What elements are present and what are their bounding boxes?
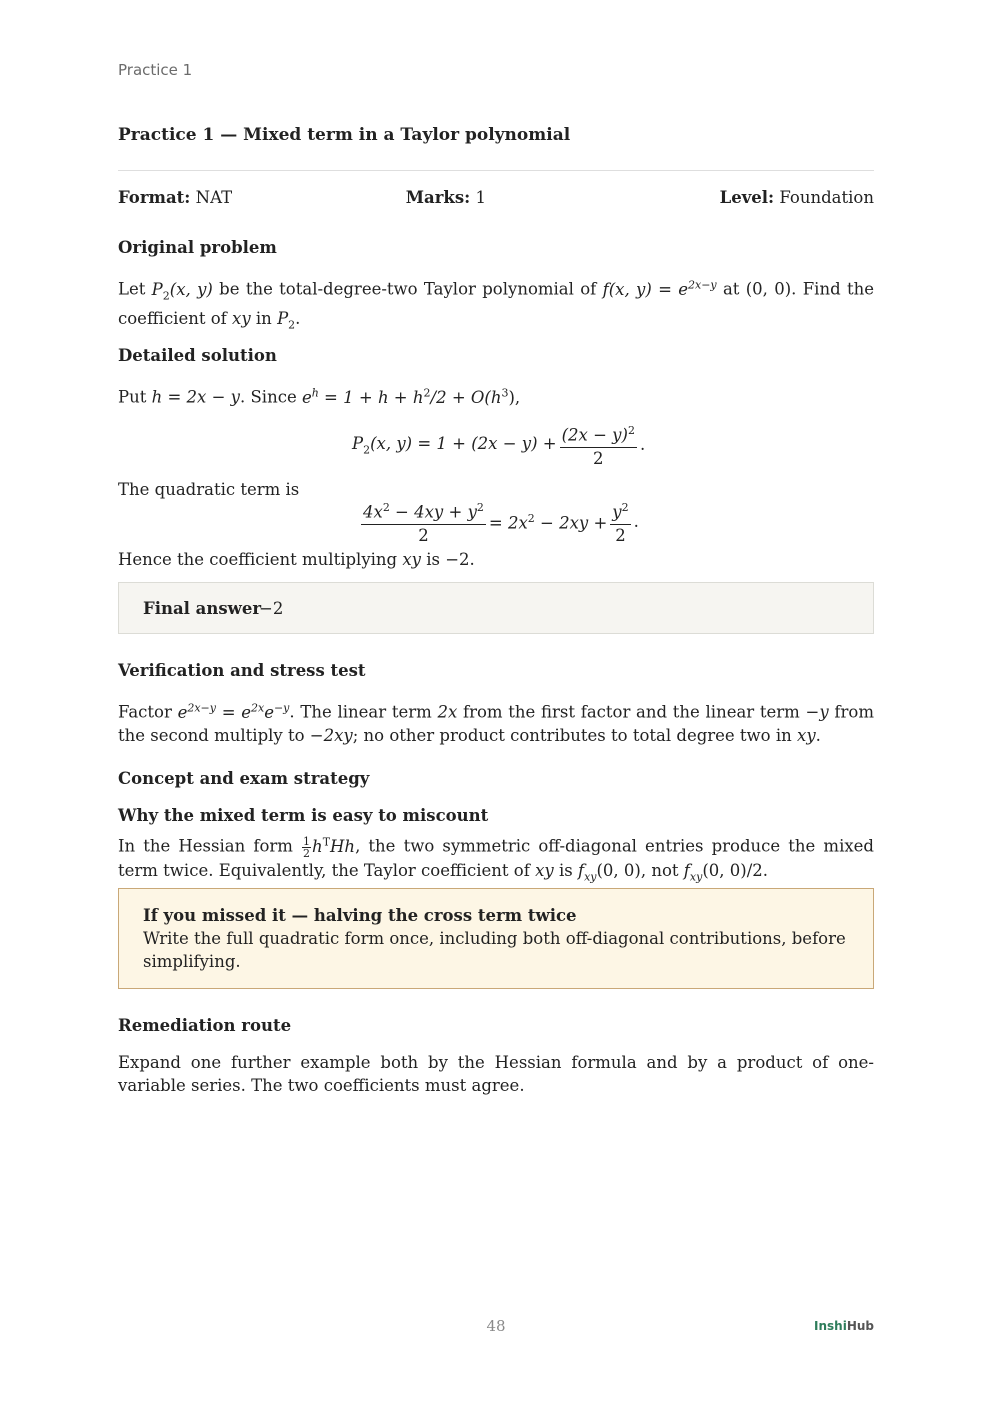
- final-answer-value: −2: [259, 599, 284, 618]
- final-answer-label: Final answer: [143, 599, 262, 618]
- original-problem-text: Let $P_2(x$, y) be the total-degree-two Taylor polynomial of f(x, $y) = e^{2x-y}$ at (0, 0). Find the coefficient of xy in $P_2$.: [118, 278, 874, 332]
- section-heading-remediation: Remediation route: [118, 1016, 292, 1035]
- meta-format: Format: NAT: [118, 188, 233, 207]
- verification-text: Factor $e^{2x-y} = e^{2x}e^{-y}$. The linear term 2x from the first factor and the linear term −y from the second multiply to −2xy; no other product contributes to total degree two in xy.: [118, 701, 874, 745]
- final-answer-box: [118, 582, 874, 634]
- warning-body: Write the full quadratic form once, including both off-diagonal contributions, before simplifying.: [143, 929, 846, 971]
- concept-text: In the Hessian form $\frac{1}{2}$ $h^THh$, the two symmetric off-diagonal entries produce the mixed term twice. Equivalently, the Taylor coefficient of xy is $f_{xy}(0$, 0), not $f_{xy}(0$, 0)/2.: [118, 834, 874, 883]
- solution-intro: Put h = 2x − y. Since $e^h = 1 + h + h^2/2 + O(h^3)$,: [118, 386, 521, 407]
- meta-marks: Marks: 1: [405, 188, 486, 207]
- section-heading-concept: Concept and exam strategy: [118, 769, 370, 788]
- page-number: 48: [486, 1317, 506, 1335]
- one-half-fraction: $\frac{1}{2}$: [303, 834, 311, 860]
- equation-fraction: $\frac{(2x - y)^2}{2}$: [560, 420, 637, 470]
- solution-conclusion: Hence the coefficient multiplying xy is −2.: [118, 550, 475, 569]
- concept-subheading: Why the mixed term is easy to miscount: [118, 806, 489, 825]
- quadratic-term-label: The quadratic term is: [118, 480, 300, 499]
- remediation-text: Expand one further example both by the Hessian formula and by a product of one-variable series. The two coefficients must agree.: [118, 1053, 874, 1095]
- practice-title: Practice 1 — Mixed term in a Taylor polynomial: [118, 125, 571, 145]
- equation-taylor-polynomial: $P_2(x$, y) = 1 + (2x − y) + $\frac{(2x - y)^2}{2}$ .: [352, 420, 645, 470]
- equation-fraction: $\frac{4x^2 - 4xy + y^2}{2}$: [361, 497, 486, 547]
- page: [118, 0, 874, 1404]
- running-head: Practice 1: [118, 61, 193, 79]
- section-heading-solution: Detailed solution: [118, 346, 277, 365]
- section-heading-original: Original problem: [118, 238, 277, 257]
- warning-callout: [118, 888, 874, 989]
- title-divider: [118, 170, 874, 171]
- warning-title: If you missed it — halving the cross term twice: [143, 906, 577, 925]
- equation-fraction: $\frac{y^2}{2}$: [610, 497, 630, 547]
- meta-level: Level: Foundation: [719, 188, 874, 207]
- equation-quadratic-term: $\frac{4x^2 - 4xy + y^2}{2}$ = $2x^2 - 2xy$ + $\frac{y^2}{2}$ .: [358, 497, 639, 547]
- meta-row: [118, 188, 874, 207]
- brand-logo: InshiHub: [814, 1319, 874, 1333]
- section-heading-verification: Verification and stress test: [118, 661, 366, 680]
